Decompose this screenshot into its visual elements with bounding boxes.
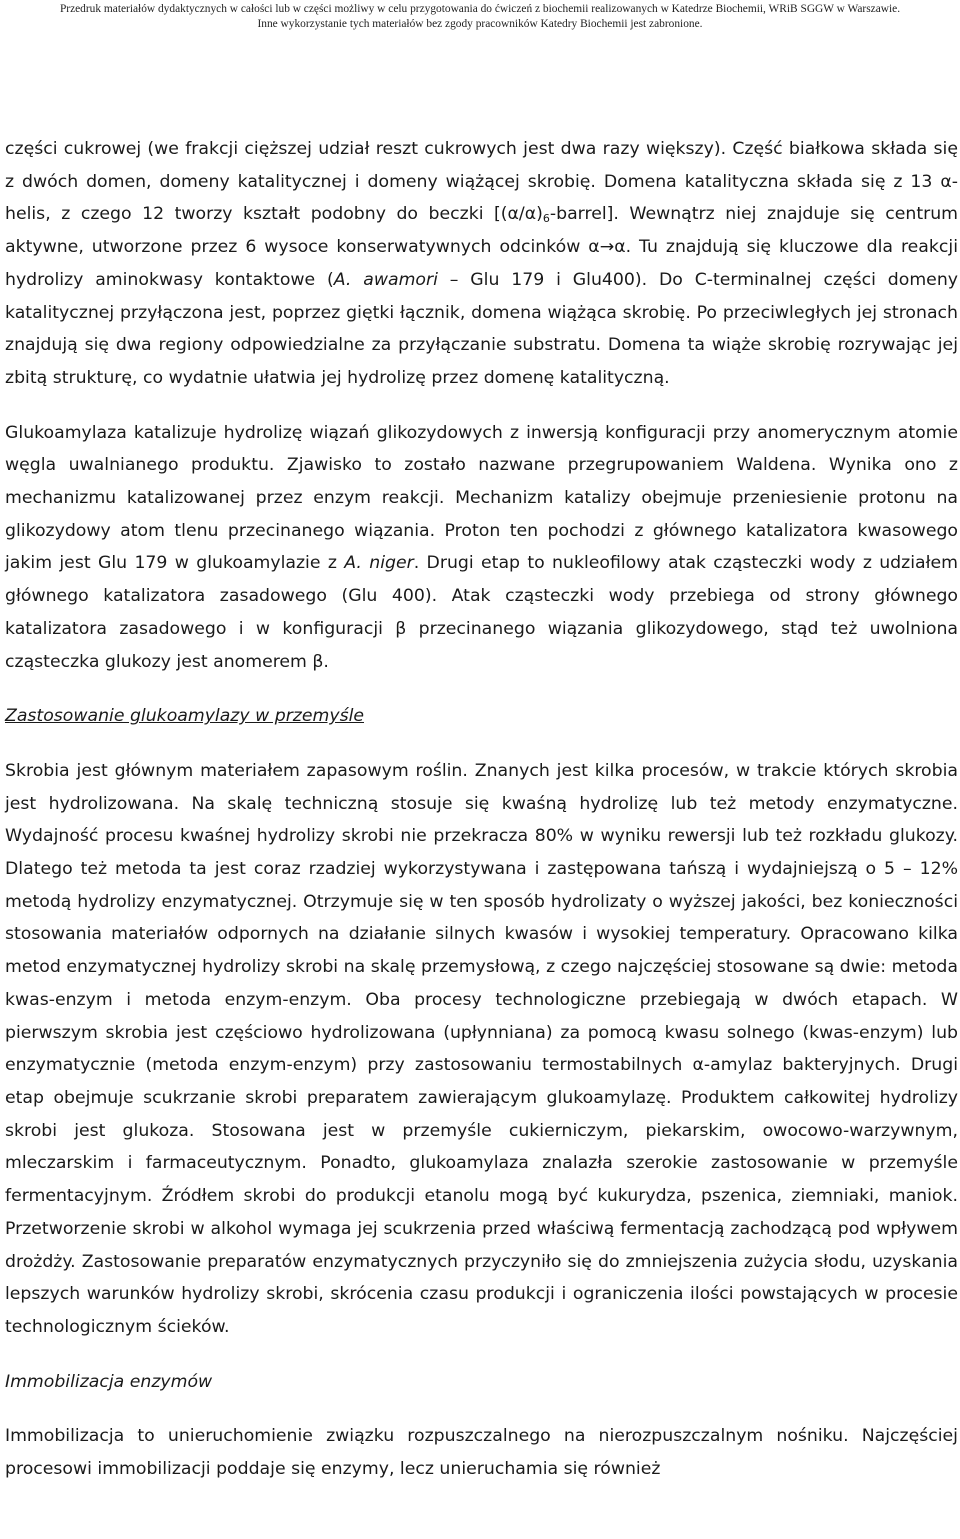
p2-text-a: Glukoamylaza katalizuje hydrolizę wiązań glikozydowych z inwersją konfiguracji przy anomerycznym atomie węgla uwalnianego produktu. Zjawisko to zostało nazwane przegrupowaniem Waldena. Wynika ono z mechanizmu katalizowanej przez enzym reakcji. Mechanizm katalizy obejmuje przeniesienie protonu na glikozydowy atom tlenu przecinanego wiązania. Proton ten pochodzi z głównego katalizatora kwasowego jakim jest Glu 179 w glukoamylazie z: [5, 422, 958, 574]
section-title-industry: Zastosowanie glukoamylazy w przemyśle: [5, 706, 364, 727]
paragraph-gap: [5, 733, 958, 755]
p1-species-name: A. awamori: [333, 269, 438, 290]
paragraph-immobilization: Immobilizacja to unieruchomienie związku rozpuszczalnego na nierozpuszczalnym nośniku. Najczęściej procesowi immobilizacji poddaje się enzymy, lecz unieruchamia się również: [5, 1426, 958, 1480]
paragraph-gap: [5, 678, 958, 700]
paragraph-domain-structure: [5, 133, 958, 395]
p2-species-name: A. niger: [344, 553, 414, 574]
paragraph-mechanism: [5, 417, 958, 679]
arrow-glyph: →: [599, 237, 615, 258]
p1-text-b: -barrel]. Wewnątrz niej znajduje się centrum aktywne, utworzone przez 6 wysoce konserwatywnych odcinków α: [5, 204, 958, 258]
p1-subscript: 6: [542, 212, 550, 226]
header-line-1: Przedruk materiałów dydaktycznych w całości lub w części możliwy w celu przygotowania do ćwiczeń z biochemii realizowanych w Katedrze Biochemii, WRiB SGGW w Warszawie.: [59, 3, 901, 15]
header-line-2: Inne wykorzystanie tych materiałów bez zgody pracowników Katedry Biochemii jest zabronione.: [257, 18, 703, 30]
section-title-immobilization: Immobilizacja enzymów: [5, 1371, 213, 1392]
p1-text-d: – Glu 179 i Glu400). Do C-terminalnej części domeny katalitycznej przyłączona jest, poprzez giętki łącznik, domena wiążąca skrobię. Po przeciwległych jej stronach znajdują się dwa regiony odpowiedzialne za przyłączanie substratu. Domena ta wiąże skrobię rozrywając jej zbitą strukturę, co wydatnie ułatwia jej hydrolizę przez domenę katalityczną.: [5, 269, 958, 388]
p1-text-a: części cukrowej (we frakcji cięższej udział reszt cukrowych jest dwa razy większy). Część białkowa składa się z dwóch domen, domeny katalitycznej i domeny wiążącej skrobię. Domena katalityczna składa się z 13 α-helis, z czego 12 tworzy kształt podobny do beczki [(α/α): [5, 139, 958, 225]
paragraph-industry: Skrobia jest głównym materiałem zapasowym roślin. Znanych jest kilka procesów, w trakcie których skrobia jest hydrolizowana. Na skalę techniczną stosuje się kwaśną hydrolizę lub też metody enzymatyczne. Wydajność procesu kwaśnej hydrolizy skrobi nie przekracza 80% w wyniku rewersji lub też rozkładu glukozy. Dlatego też metoda ta jest coraz rzadziej wykorzystywana i zastępowana tańszą i wydajniejszą o 5 – 12% metodą hydrolizy enzymatycznej. Otrzymuje się w ten sposób hydrolizaty o wyższej jakości, bez konieczności stosowania materiałów odpornych na działanie silnych kwasów i wysokiej temperatury. Opracowano kilka metod enzymatycznej hydrolizy skrobi na skalę przemysłową, z czego najczęściej stosowane są dwie: metoda kwas-enzym i metoda enzym-enzym. Oba procesy technologiczne przebiegają w dwóch etapach. W pierwszym skrobia jest częściowo hydrolizowana (upłynniana) za pomocą kwasu solnego (kwas-enzym) lub enzymatycznie (metoda enzym-enzym) przy zastosowaniu termostabilnych α-amylaz bakteryjnych. Drugi etap obejmuje scukrzanie skrobi preparatem zawierającym glukoamylazę. Produktem całkowitej hydrolizy skrobi jest glukoza. Stosowana jest w przemyśle cukierniczym, piekarskim, owocowo-warzywnym, mleczarskim i farmaceutycznym. Ponadto, glukoamylaza znalazła szerokie zastosowanie w przemyśle fermentacyjnym. Źródłem skrobi do produkcji etanolu mogą być kukurydza, pszenica, ziemniaki, maniok. Przetworzenie skrobi w alkohol wymaga jej scukrzenia przed właściwą fermentacją zachodzącą pod wpływem drożdży. Zastosowanie preparatów enzymatycznych przyczyniło się do zmniejszenia zużycia słodu, uzyskania lepszych warunków hydrolizy skrobi, skrócenia czasu produkcji i ograniczenia ilości powstających w procesie technologicznym ścieków.: [5, 760, 958, 1337]
p1-text-c: α. Tu znajdują się kluczowe dla reakcji hydrolizy aminokwasy kontaktowe (: [5, 237, 959, 290]
document-header: [0, 2, 960, 32]
paragraph-gap: [5, 1398, 958, 1420]
paragraph-gap: [5, 395, 958, 417]
paragraph-gap: [5, 1344, 958, 1366]
document-body: [5, 133, 958, 1486]
p2-text-b: . Drugi etap to nukleofilowy atak cząsteczki wody z udziałem głównego katalizatora zasadowego (Glu 400). Atak cząsteczki wody przebiega od strony głównego katalizatora zasadowego i w konfiguracji β przecinanego wiązania glikozydowego, stąd też uwolniona cząsteczka glukozy jest anomerem β.: [5, 553, 958, 672]
